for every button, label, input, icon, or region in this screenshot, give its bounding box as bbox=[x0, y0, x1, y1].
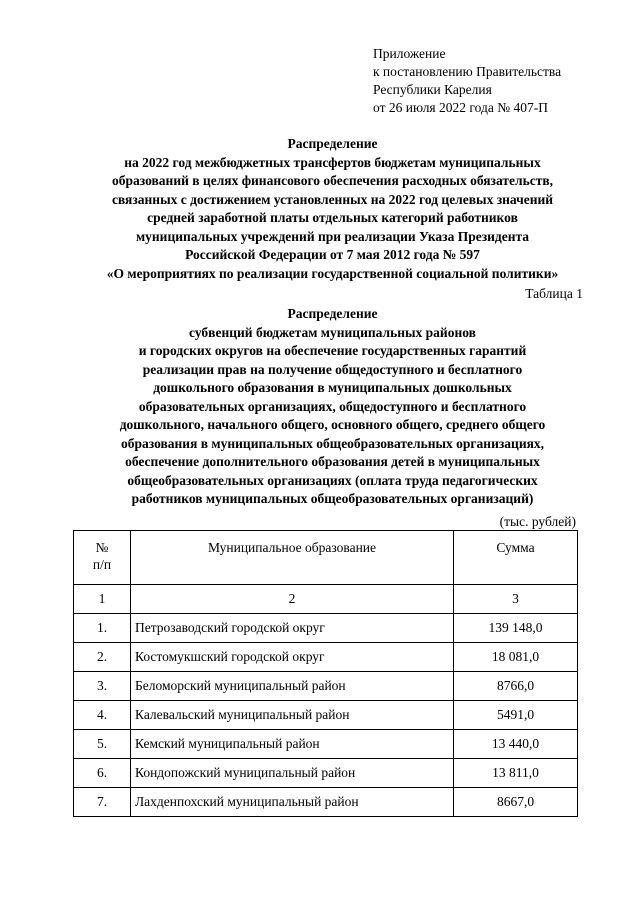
table-title-line: работников муниципальных общеобразовательных организаций) bbox=[131, 491, 534, 506]
row-municipality: Кемский муниципальный район bbox=[131, 730, 454, 759]
appendix-line: Республики Карелия bbox=[373, 82, 492, 97]
appendix-line: от 26 июля 2022 года № 407-П bbox=[373, 100, 548, 115]
table-title-line: субвенций бюджетам муниципальных районов bbox=[189, 324, 476, 340]
row-sum: 18 081,0 bbox=[454, 643, 578, 672]
column-index: 1 bbox=[74, 585, 131, 614]
title-line: связанных с достижением установленных на 2022 год целевых значений bbox=[111, 191, 554, 207]
row-sum: 13 440,0 bbox=[454, 730, 578, 759]
appendix-line: Приложение bbox=[373, 46, 446, 61]
table-row bbox=[74, 643, 578, 672]
table-title-line: обеспечение дополнительного образования детей в муниципальных bbox=[125, 454, 540, 469]
title-line: Распределение bbox=[287, 136, 378, 151]
row-municipality: Калевальский муниципальный район bbox=[131, 701, 454, 730]
table-row bbox=[74, 701, 578, 730]
column-index: 3 bbox=[454, 585, 578, 614]
table-header-row bbox=[74, 531, 578, 585]
table-title-line: дошкольного, начального общего, основного общего, среднего общего bbox=[119, 417, 546, 432]
row-municipality: Костомукшский городской округ bbox=[131, 643, 454, 672]
appendix-line: к постановлению Правительства bbox=[373, 64, 562, 79]
row-number: 4. bbox=[74, 701, 131, 730]
table-title-line: дошкольного образования в муниципальных дошкольных bbox=[153, 380, 512, 395]
row-number: 1. bbox=[74, 614, 131, 643]
row-sum: 8667,0 bbox=[454, 788, 578, 817]
row-municipality: Кондопожский муниципальный район bbox=[131, 759, 454, 788]
appendix-header bbox=[373, 45, 561, 117]
title-line: «О мероприятиях по реализации государственной социальной политики» bbox=[106, 265, 559, 281]
table-title-line: Распределение bbox=[287, 306, 378, 321]
units-label: (тыс. рублей) bbox=[499, 514, 576, 529]
table-title-line: реализации прав на получение общедоступного и бесплатного bbox=[142, 361, 523, 377]
title-line: средней заработной платы отдельных категорий работников bbox=[147, 210, 518, 225]
header-municipality: Муниципальное образование bbox=[131, 531, 454, 585]
row-sum: 139 148,0 bbox=[454, 614, 578, 643]
row-sum: 8766,0 bbox=[454, 672, 578, 701]
title-line: на 2022 год межбюджетных трансфертов бюджетам муниципальных bbox=[124, 154, 541, 170]
header-number bbox=[74, 531, 131, 585]
row-sum: 13 811,0 bbox=[454, 759, 578, 788]
table-row bbox=[74, 614, 578, 643]
row-municipality: Лахденпохский муниципальный район bbox=[131, 788, 454, 817]
table-title-line: образовательных организациях, общедоступного и бесплатного bbox=[138, 398, 527, 414]
row-sum: 5491,0 bbox=[454, 701, 578, 730]
column-index: 2 bbox=[131, 585, 454, 614]
table-title bbox=[50, 305, 615, 509]
header-number-line2: п/п bbox=[92, 557, 112, 572]
table-title-line: общеобразовательных организациях (оплата труда педагогических bbox=[127, 472, 538, 488]
table-title-line: образования в муниципальных общеобразовательных организациях, bbox=[120, 435, 545, 451]
table-row bbox=[74, 759, 578, 788]
table-number: Таблица 1 bbox=[525, 286, 583, 301]
row-number: 3. bbox=[74, 672, 131, 701]
title-line: образований в целях финансового обеспечения расходных обязательств, bbox=[111, 173, 553, 188]
row-municipality: Беломорский муниципальный район bbox=[131, 672, 454, 701]
table-row bbox=[74, 672, 578, 701]
header-sum: Сумма bbox=[454, 531, 578, 585]
table-row bbox=[74, 730, 578, 759]
row-number: 5. bbox=[74, 730, 131, 759]
header-number-line1: № bbox=[95, 540, 109, 555]
row-number: 2. bbox=[74, 643, 131, 672]
row-number: 6. bbox=[74, 759, 131, 788]
table-row bbox=[74, 788, 578, 817]
title-line: муниципальных учреждений при реализации Указа Президента bbox=[135, 228, 530, 244]
row-municipality: Петрозаводский городской округ bbox=[131, 614, 454, 643]
document-title bbox=[40, 135, 625, 283]
table-title-line: и городских округов на обеспечение государственных гарантий bbox=[138, 343, 527, 358]
column-index-row bbox=[74, 585, 578, 614]
title-line: Российской Федерации от 7 мая 2012 года № 597 bbox=[185, 247, 480, 262]
distribution-table bbox=[73, 530, 578, 817]
row-number: 7. bbox=[74, 788, 131, 817]
